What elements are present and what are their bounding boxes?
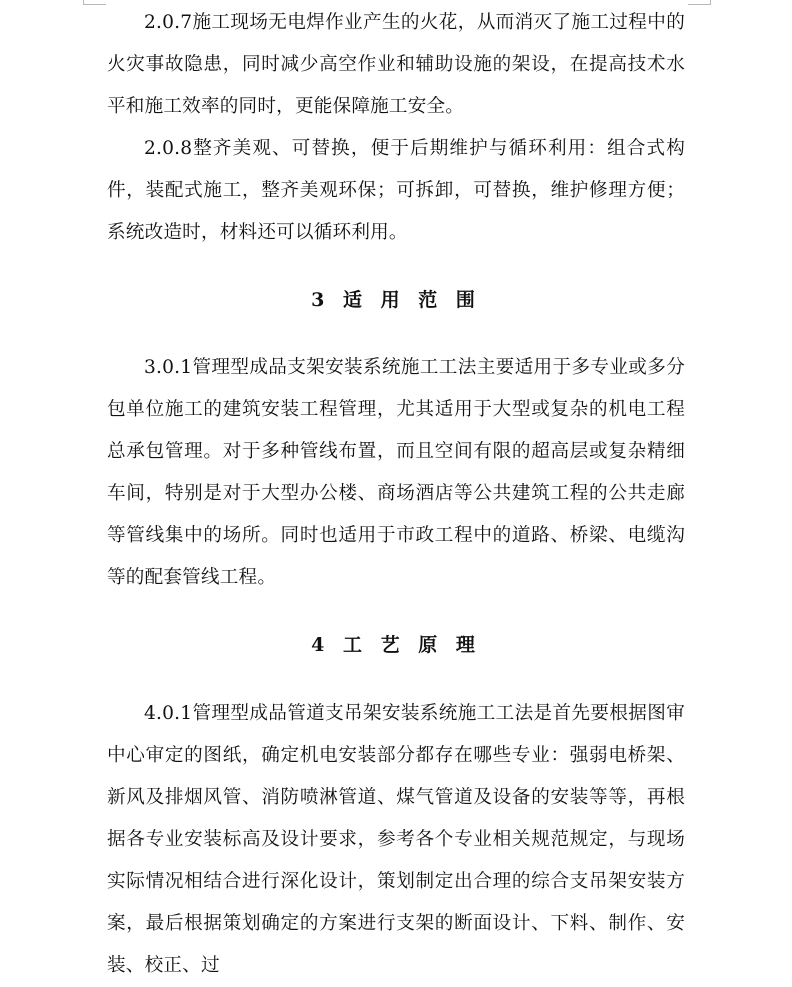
paragraph-2-0-8: 2.0.8整齐美观、可替换，便于后期维护与循环利用：组合式构件，装配式施工，整齐美观环保；可拆卸，可替换，维护修理方便；系统改造时，材料还可以循环利用。 — [107, 138, 685, 243]
section-3-heading: 3 适 用 范 围 — [311, 289, 481, 311]
page-corner-mark-right — [688, 0, 711, 5]
document-page — [107, 0, 685, 987]
paragraph-4-0-1: 4.0.1管理型成品管道支吊架安装系统施工工法是首先要根据图审中心审定的图纸，确定机电安装部分都存在哪些专业：强弱电桥架、新风及排烟风管、消防喷淋管道、煤气管道及设备的安装等等，再根据各专业安装标高及设计要求，参考各个专业相关规范规定，与现场实际情况相结合进行深化设计，策划制定出合理的综合支吊架安装方案，最后根据策划确定的方案进行支架的断面设计、下料、制作、安装、校正、过 — [107, 703, 685, 976]
page-corner-mark-left — [83, 0, 106, 5]
paragraph-3-0-1: 3.0.1管理型成品支架安装系统施工工法主要适用于多专业或多分包单位施工的建筑安装工程管理，尤其适用于大型或复杂的机电工程总承包管理。对于多种管线布置，而且空间有限的超高层或复杂精细车间，特别是对于大型办公楼、商场酒店等公共建筑工程的公共走廊等管线集中的场所。同时也适用于市政工程中的道路、桥梁、电缆沟等的配套管线工程。 — [107, 357, 685, 588]
paragraph-2-0-7: 2.0.7施工现场无电焊作业产生的火花，从而消灭了施工过程中的火灾事故隐患，同时减少高空作业和辅助设施的架设，在提高技术水平和施工效率的同时，更能保障施工安全。 — [107, 12, 685, 117]
section-4-heading: 4 工 艺 原 理 — [311, 634, 481, 656]
